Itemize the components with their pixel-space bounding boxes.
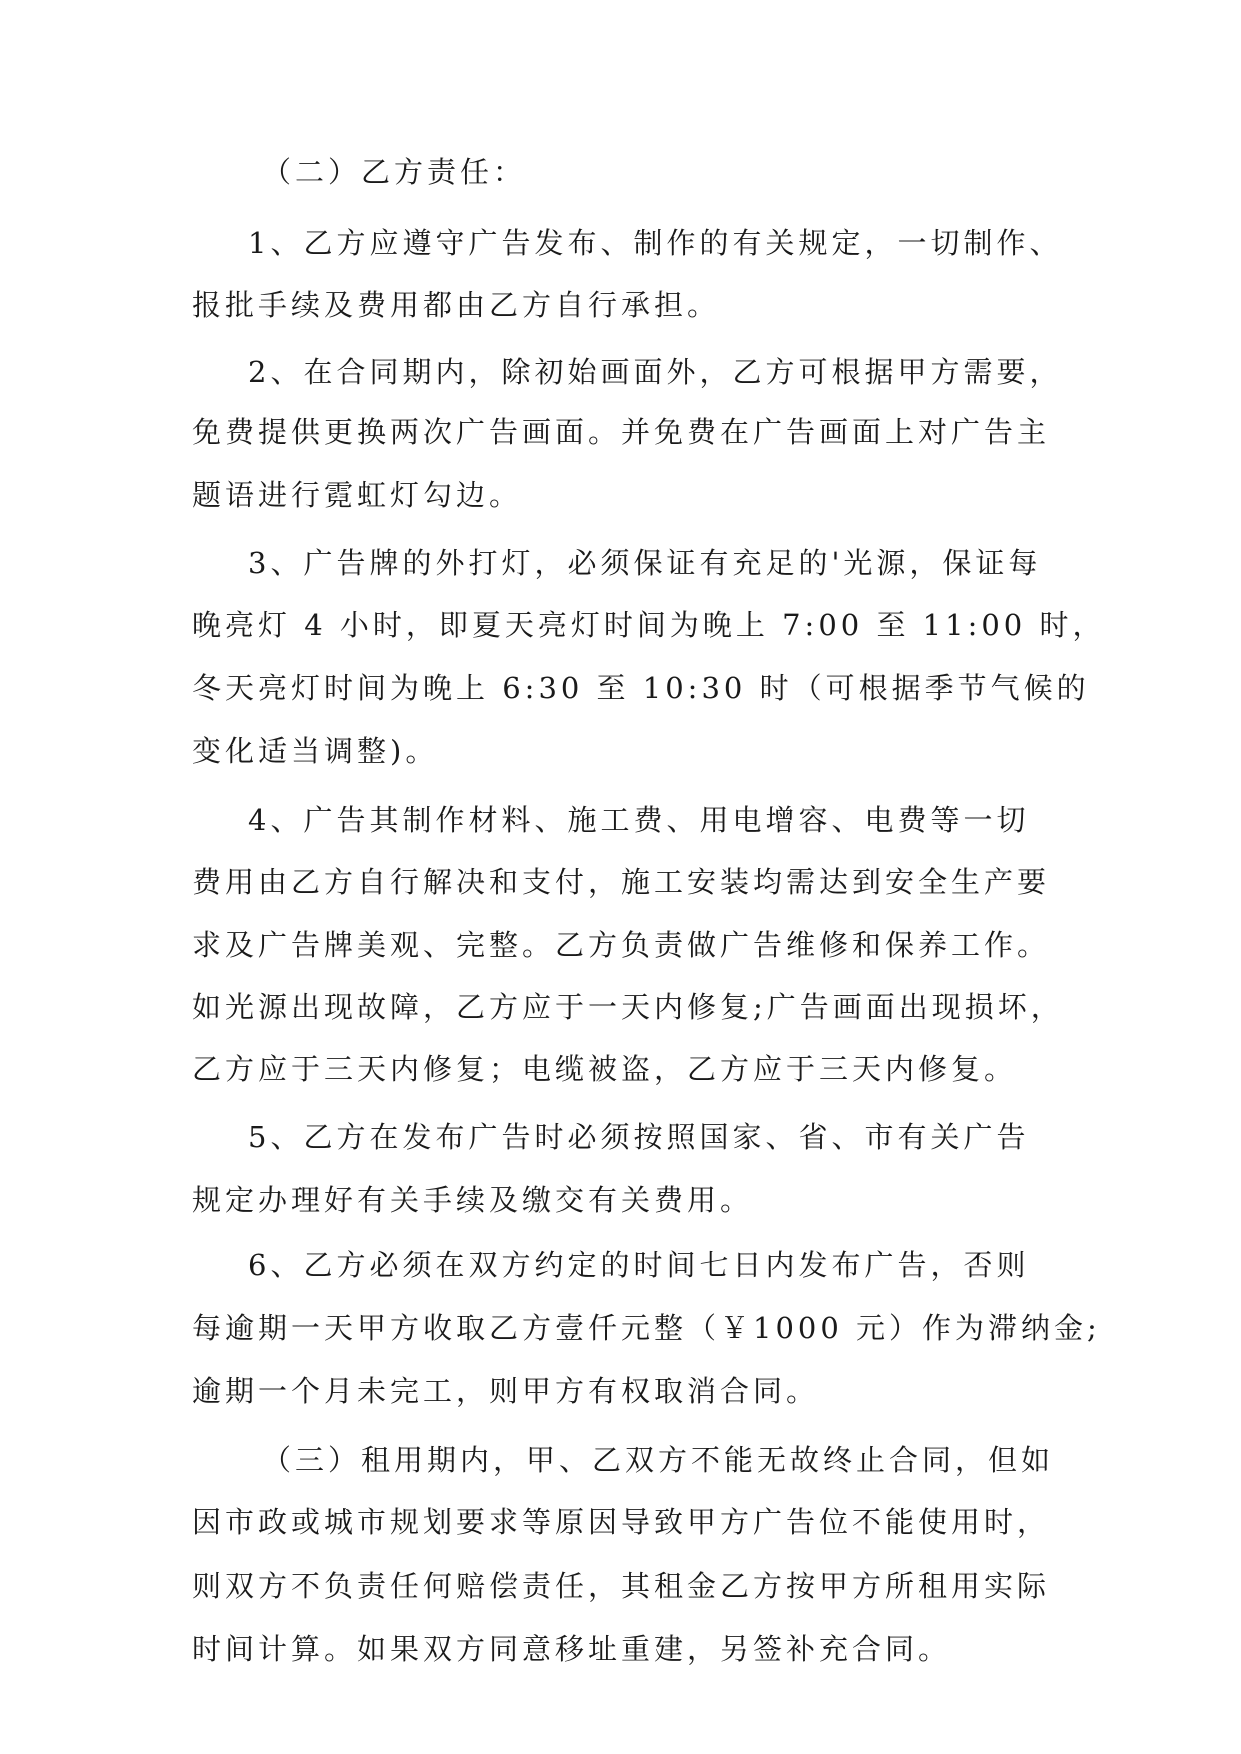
clause-4-line-1: 4、广告其制作材料、施工费、用电增容、电费等一切 (248, 803, 1030, 837)
section-heading-party-b-duties: （二）乙方责任： (262, 155, 527, 189)
clause-4-line-2: 费用由乙方自行解决和支付，施工安装均需达到安全生产要 (192, 865, 1051, 899)
clause-2-line-3: 题语进行霓虹灯勾边。 (192, 478, 523, 512)
clause-4-line-3: 求及广告牌美观、完整。乙方负责做广告维修和保养工作。 (192, 928, 1051, 962)
clause-6-line-1: 6、乙方必须在双方约定的时间七日内发布广告，否则 (248, 1248, 1030, 1282)
clause-1-line-2: 报批手续及费用都由乙方自行承担。 (192, 288, 721, 322)
clause-6-line-3: 逾期一个月未完工，则甲方有权取消合同。 (192, 1374, 820, 1408)
clause-6-line-2: 每逾期一天甲方收取乙方壹仟元整（￥1000 元）作为滞纳金; (192, 1311, 1101, 1345)
section-3-line-2: 因市政或城市规划要求等原因导致甲方广告位不能使用时， (192, 1505, 1051, 1539)
section-3-line-1: （三）租用期内，甲、乙双方不能无故终止合同，但如 (262, 1443, 1055, 1477)
clause-5-line-2: 规定办理好有关手续及缴交有关费用。 (192, 1183, 754, 1217)
document-page (192, 0, 1106, 1754)
clause-3-line-1: 3、广告牌的外打灯，必须保证有充足的'光源，保证每 (248, 546, 1042, 580)
clause-4-line-4: 如光源出现故障，乙方应于一天内修复;广告画面出现损坏， (192, 990, 1064, 1024)
section-3-line-3: 则双方不负责任何赔偿责任，其租金乙方按甲方所租用实际 (192, 1569, 1051, 1603)
clause-1-line-1: 1、乙方应遵守广告发布、制作的有关规定，一切制作、 (248, 226, 1063, 260)
clause-4-line-5: 乙方应于三天内修复；电缆被盗，乙方应于三天内修复。 (192, 1052, 1018, 1086)
clause-2-line-1: 2、在合同期内，除初始画面外，乙方可根据甲方需要， (248, 355, 1063, 389)
clause-3-line-3: 冬天亮灯时间为晚上 6:30 至 10:30 时（可根据季节气候的 (192, 671, 1090, 705)
clause-3-line-2: 晚亮灯 4 小时，即夏天亮灯时间为晚上 7:00 至 11:00 时， (192, 608, 1106, 642)
clause-5-line-1: 5、乙方在发布广告时必须按照国家、省、市有关广告 (248, 1120, 1030, 1154)
section-3-line-4: 时间计算。如果双方同意移址重建，另签补充合同。 (192, 1632, 952, 1666)
clause-2-line-2: 免费提供更换两次广告画面。并免费在广告画面上对广告主 (192, 415, 1051, 449)
clause-3-line-4: 变化适当调整)。 (192, 734, 439, 768)
